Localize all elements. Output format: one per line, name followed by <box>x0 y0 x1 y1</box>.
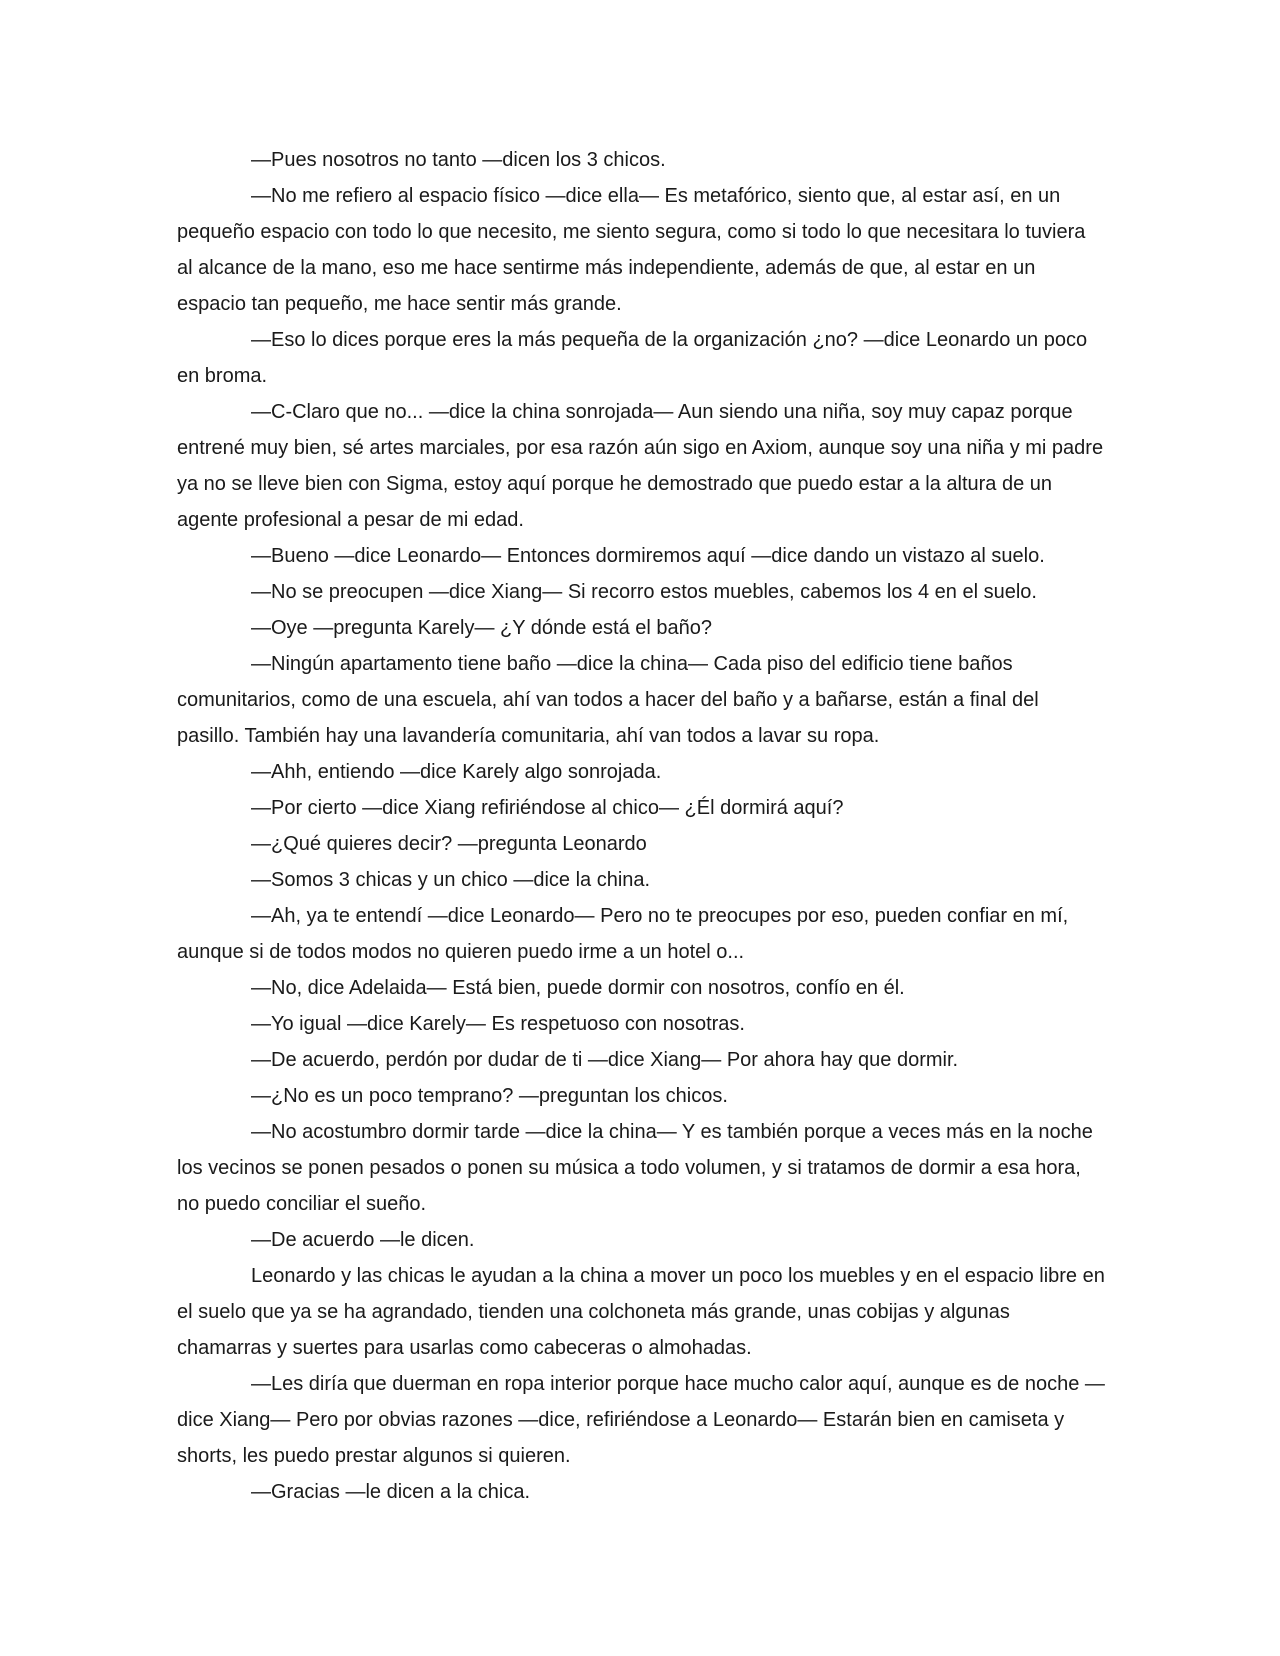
paragraph: —No se preocupen —dice Xiang— Si recorro estos muebles, cabemos los 4 en el suelo. <box>251 581 1037 603</box>
paragraph: —No acostumbro dormir tarde —dice la china— Y es también porque a veces más en la noche los vecinos se ponen pesados o ponen su música a todo volumen, y si tratamos de dormir a esa hora, no puedo conciliar el sueño. <box>177 1121 1093 1215</box>
paragraph: —Eso lo dices porque eres la más pequeña de la organización ¿no? —dice Leonardo un poco en broma. <box>177 329 1088 387</box>
paragraph: —Yo igual —dice Karely— Es respetuoso con nosotras. <box>251 1013 745 1035</box>
paragraph: —No me refiero al espacio físico —dice ella— Es metafórico, siento que, al estar así, en un pequeño espacio con todo lo que necesito, me siento segura, como si todo lo que necesitara lo tuviera al alcance de la mano, eso me hace sentirme más independiente, además de que, al estar en un espacio tan pequeño, me hace sentir más grande. <box>177 185 1086 315</box>
paragraph: —No, dice Adelaida— Está bien, puede dormir con nosotros, confío en él. <box>251 977 905 999</box>
paragraph: —Gracias —le dicen a la chica. <box>251 1481 531 1503</box>
paragraph: —Por cierto —dice Xiang refiriéndose al chico— ¿Él dormirá aquí? <box>251 797 844 819</box>
paragraph: —Somos 3 chicas y un chico —dice la china. <box>251 869 651 891</box>
paragraph: —¿Qué quieres decir? —pregunta Leonardo <box>251 833 647 855</box>
body-text <box>177 142 1105 1510</box>
paragraph: —Bueno —dice Leonardo— Entonces dormiremos aquí —dice dando un vistazo al suelo. <box>251 545 1045 567</box>
paragraph: —Ahh, entiendo —dice Karely algo sonrojada. <box>251 761 662 783</box>
paragraph: —Pues nosotros no tanto —dicen los 3 chicos. <box>251 149 666 171</box>
paragraph: —¿No es un poco temprano? —preguntan los chicos. <box>251 1085 728 1107</box>
paragraph: —De acuerdo, perdón por dudar de ti —dice Xiang— Por ahora hay que dormir. <box>251 1049 959 1071</box>
paragraph: —Ningún apartamento tiene baño —dice la china— Cada piso del edificio tiene baños comunitarios, como de una escuela, ahí van todos a hacer del baño y a bañarse, están a final del pasillo. También hay una lavandería comunitaria, ahí van todos a lavar su ropa. <box>177 653 1039 747</box>
paragraph: —Ah, ya te entendí —dice Leonardo— Pero no te preocupes por eso, pueden confiar en mí, aunque si de todos modos no quieren puedo irme a un hotel o... <box>177 905 1069 963</box>
paragraph: —Oye —pregunta Karely— ¿Y dónde está el baño? <box>251 617 713 639</box>
paragraph: —Les diría que duerman en ropa interior porque hace mucho calor aquí, aunque es de noche —dice Xiang— Pero por obvias razones —dice, refiriéndose a Leonardo— Estarán bien en camiseta y shorts, les puedo prestar algunos si quieren. <box>177 1373 1105 1467</box>
paragraph: —De acuerdo —le dicen. <box>251 1229 475 1251</box>
paragraph: —C-Claro que no... —dice la china sonrojada— Aun siendo una niña, soy muy capaz porque entrené muy bien, sé artes marciales, por esa razón aún sigo en Axiom, aunque soy una niña y mi padre ya no se lleve bien con Sigma, estoy aquí porque he demostrado que puedo estar a la altura de un agente profesional a pesar de mi edad. <box>177 401 1104 531</box>
paragraph: Leonardo y las chicas le ayudan a la china a mover un poco los muebles y en el espacio libre en el suelo que ya se ha agrandado, tienden una colchoneta más grande, unas cobijas y algunas chamarras y suertes para usarlas como cabeceras o almohadas. <box>177 1265 1105 1359</box>
